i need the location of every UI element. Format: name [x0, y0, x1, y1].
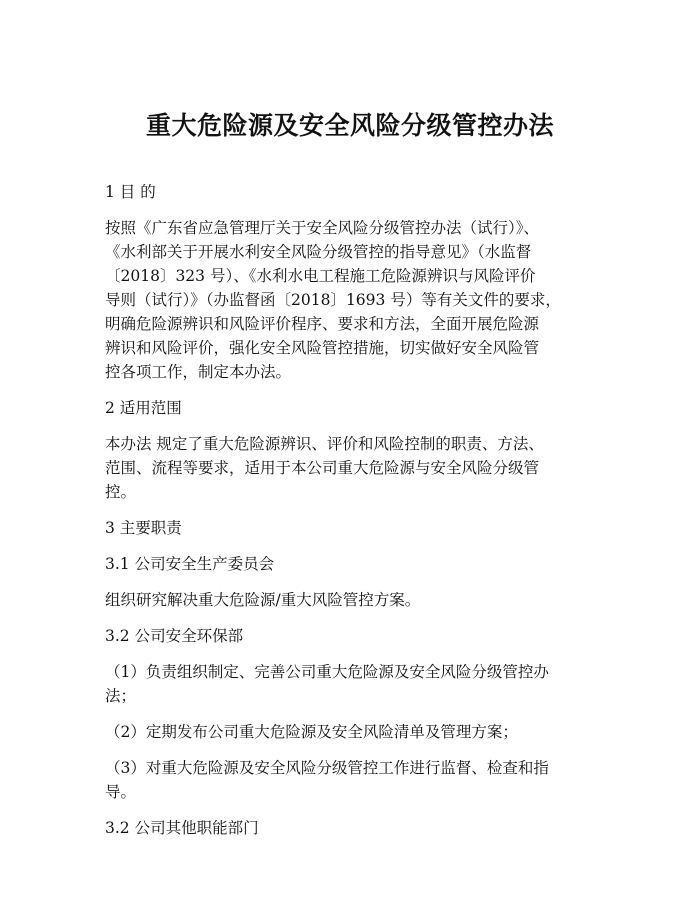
document-body — [105, 180, 615, 852]
section-3-heading — [105, 516, 615, 540]
section-3-2-item-1 — [105, 660, 615, 708]
text-line: （3）对重大危险源及安全风险分级管控工作进行监督、检查和指 — [105, 759, 549, 777]
text-line: 3.1 公司安全生产委员会 — [105, 555, 275, 573]
text-line: 控各项工作，制定本办法。 — [105, 363, 292, 381]
section-2-body — [105, 432, 615, 504]
text-line: 法； — [105, 687, 137, 705]
text-line: 导。 — [105, 783, 137, 801]
text-line: 1 目 的 — [105, 183, 156, 201]
text-line: 3 主要职责 — [105, 519, 182, 537]
document-title: 重大危险源及安全风险分级管控办法 — [145, 111, 554, 140]
section-1-heading — [105, 180, 615, 204]
text-line: 导则（试行）》（办监督函〔2018〕1693 号）等有关文件的要求， — [105, 291, 561, 309]
text-line: （2）定期发布公司重大危险源及安全风险清单及管理方案； — [105, 723, 518, 741]
text-line: 辨识和风险评价，强化安全风险管控措施，切实做好安全风险管 — [105, 339, 540, 357]
text-line: 组织研究解决重大危险源/重大风险管控方案。 — [105, 591, 421, 609]
section-3-2-item-3 — [105, 756, 615, 804]
text-line: 3.2 公司其他职能部门 — [105, 819, 259, 837]
text-line: 〔2018〕323 号）、《水利水电工程施工危险源辨识与风险评价 — [105, 267, 536, 285]
section-1-body — [105, 216, 615, 384]
text-line: 范围、流程等要求，适用于本公司重大危险源与安全风险分级管 — [105, 459, 540, 477]
text-line: 控。 — [105, 483, 137, 501]
section-3-1-heading — [105, 552, 615, 576]
text-line: 本办法 规定了重大危险源辨识、评价和风险控制的职责、方法、 — [105, 435, 544, 453]
text-line: 明确危险源辨识和风险评价程序、要求和方法，全面开展危险源 — [105, 315, 540, 333]
section-2-heading — [105, 396, 615, 420]
text-line: 按照《广东省应急管理厅关于安全风险分级管控办法（试行）》、 — [105, 219, 540, 237]
section-3-3-heading — [105, 816, 615, 840]
section-3-2-item-2 — [105, 720, 615, 744]
section-3-2-heading — [105, 624, 615, 648]
text-line: 《水利部关于开展水利安全风险分级管控的指导意见》（水监督 — [105, 243, 532, 261]
text-line: （1）负责组织制定、完善公司重大危险源及安全风险分级管控办 — [105, 663, 549, 681]
section-3-1-body — [105, 588, 615, 612]
text-line: 3.2 公司安全环保部 — [105, 627, 244, 645]
text-line: 2 适用范围 — [105, 399, 182, 417]
